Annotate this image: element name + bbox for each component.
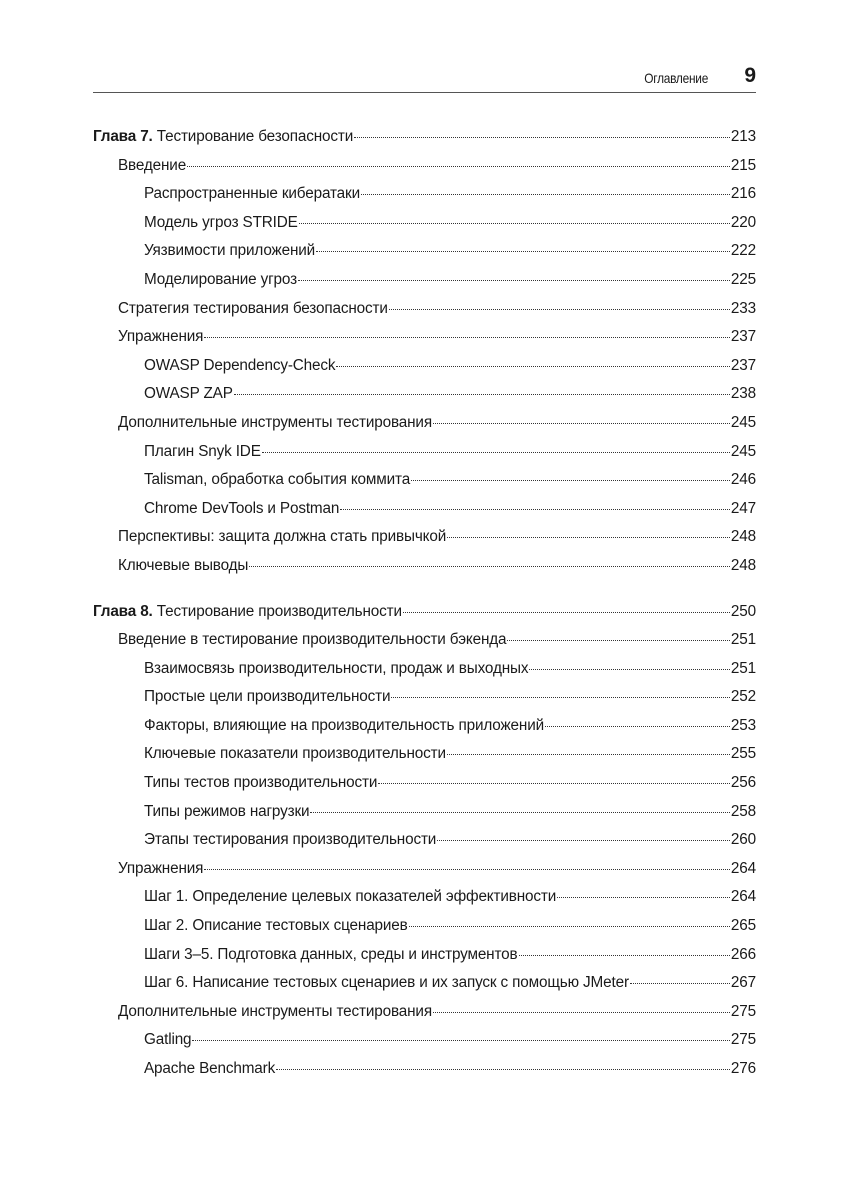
toc-entry[interactable] xyxy=(93,1031,756,1060)
toc-entry-title: Уязвимости приложений xyxy=(144,242,316,260)
page-number: 9 xyxy=(744,64,756,87)
toc-entry-page: 222 xyxy=(730,242,756,260)
toc-entry-title: Взаимосвязь производительности, продаж и выходных xyxy=(144,659,529,677)
dot-leader xyxy=(249,565,730,567)
dot-leader xyxy=(391,696,730,698)
toc-entry-title: Стратегия тестирования безопасности xyxy=(118,299,388,317)
toc-entry[interactable] xyxy=(93,717,756,746)
toc-chapter-entry[interactable] xyxy=(93,128,756,157)
toc-entry-title xyxy=(93,128,353,146)
dot-leader xyxy=(447,536,730,538)
dot-leader xyxy=(403,611,730,613)
toc-entry-page: 238 xyxy=(730,385,756,403)
toc-entry[interactable] xyxy=(93,328,756,357)
toc-entry[interactable] xyxy=(93,688,756,717)
chapter-spacer xyxy=(93,586,756,603)
toc-entry-title: Этапы тестирования производительности xyxy=(144,831,437,849)
toc-entry-page: 267 xyxy=(730,974,756,992)
dot-leader xyxy=(310,811,730,813)
toc-entry[interactable] xyxy=(93,271,756,300)
toc-entry-page: 251 xyxy=(730,631,756,649)
toc-entry-page: 250 xyxy=(730,602,756,620)
dot-leader xyxy=(409,925,730,927)
toc-entry-title: Перспективы: защита должна стать привычкой xyxy=(118,528,447,546)
toc-entry-page: 256 xyxy=(730,774,756,792)
toc-entry-title: Моделирование угроз xyxy=(144,270,297,288)
dot-leader xyxy=(545,725,730,727)
dot-leader xyxy=(557,896,730,898)
toc-entry-title: Шаг 2. Описание тестовых сценариев xyxy=(144,917,408,935)
toc-entry-page: 233 xyxy=(730,299,756,317)
dot-leader xyxy=(433,422,730,424)
toc-entry-page: 246 xyxy=(730,471,756,489)
toc-entry-page: 237 xyxy=(730,328,756,346)
dot-leader xyxy=(340,508,730,510)
toc-entry[interactable] xyxy=(93,300,756,329)
toc-entry-title: OWASP Dependency-Check xyxy=(144,356,336,374)
toc-entry-page: 248 xyxy=(730,556,756,574)
toc-entry[interactable] xyxy=(93,385,756,414)
dot-leader xyxy=(204,336,730,338)
dot-leader xyxy=(299,222,730,224)
toc-entry-page: 213 xyxy=(730,128,756,145)
dot-leader xyxy=(262,451,730,453)
toc-entry-page: 225 xyxy=(730,270,756,288)
running-header-section: Оглавление xyxy=(644,70,708,86)
toc-entry-page: 248 xyxy=(730,528,756,546)
toc-entry-page: 245 xyxy=(730,413,756,431)
toc-entry[interactable] xyxy=(93,357,756,386)
dot-leader xyxy=(298,279,730,281)
toc-entry[interactable] xyxy=(93,745,756,774)
toc-entry-title: Упражнения xyxy=(118,328,204,346)
toc-entry[interactable] xyxy=(93,185,756,214)
dot-leader xyxy=(519,954,730,956)
toc-entry-page: 252 xyxy=(730,688,756,706)
toc-entry[interactable] xyxy=(93,888,756,917)
toc-entry[interactable] xyxy=(93,946,756,975)
toc-entry-page: 275 xyxy=(730,1002,756,1020)
dot-leader xyxy=(204,868,730,870)
toc-entry-title: Простые цели производительности xyxy=(144,688,391,706)
toc-entry[interactable] xyxy=(93,860,756,889)
toc-entry[interactable] xyxy=(93,974,756,1003)
toc-entry[interactable] xyxy=(93,831,756,860)
toc-entry[interactable] xyxy=(93,500,756,529)
toc-entry-page: 266 xyxy=(730,945,756,963)
dot-leader xyxy=(437,839,730,841)
toc-entry-page: 258 xyxy=(730,802,756,820)
toc-entry-title: Шаг 6. Написание тестовых сценариев и их запуск с помощью JMeter xyxy=(144,974,629,992)
toc-entry[interactable] xyxy=(93,471,756,500)
toc-entry-title: Типы тестов производительности xyxy=(144,774,378,792)
toc-entry-page: 216 xyxy=(730,185,756,203)
dot-leader xyxy=(389,308,730,310)
toc-entry-page: 275 xyxy=(730,1031,756,1049)
running-header xyxy=(93,62,756,93)
toc-entry[interactable] xyxy=(93,242,756,271)
toc-entry-page: 265 xyxy=(730,917,756,935)
toc-entry-title: Gatling xyxy=(144,1031,192,1049)
toc-entry-page: 245 xyxy=(730,442,756,460)
toc-entry[interactable] xyxy=(93,557,756,586)
toc-entry-title: Дополнительные инструменты тестирования xyxy=(118,1002,432,1020)
toc-entry-title: Ключевые выводы xyxy=(118,556,249,574)
toc-entry[interactable] xyxy=(93,803,756,832)
toc-entry-page: 264 xyxy=(730,859,756,877)
toc-entry[interactable] xyxy=(93,1003,756,1032)
toc-entry[interactable] xyxy=(93,1060,756,1089)
toc-entry[interactable] xyxy=(93,528,756,557)
dot-leader xyxy=(316,250,730,252)
dot-leader xyxy=(361,193,730,195)
dot-leader xyxy=(447,753,730,755)
dot-leader xyxy=(378,782,730,784)
chapter-label: Глава 7. xyxy=(93,128,153,145)
table-of-contents xyxy=(93,128,756,1089)
toc-entry-title: Плагин Snyk IDE xyxy=(144,442,261,460)
toc-entry-page: 237 xyxy=(730,356,756,374)
toc-entry-title: Введение xyxy=(118,156,187,174)
dot-leader xyxy=(354,136,730,138)
toc-entry[interactable] xyxy=(93,157,756,186)
toc-entry[interactable] xyxy=(93,414,756,443)
toc-entry[interactable] xyxy=(93,631,756,660)
toc-entry[interactable] xyxy=(93,214,756,243)
dot-leader xyxy=(507,639,730,641)
toc-entry-title: OWASP ZAP xyxy=(144,385,233,403)
toc-entry-title: Распространенные кибератаки xyxy=(144,185,360,203)
toc-entry-title: Модель угроз STRIDE xyxy=(144,213,298,231)
toc-entry-page: 253 xyxy=(730,716,756,734)
toc-entry-title xyxy=(93,603,402,621)
toc-entry-page: 220 xyxy=(730,213,756,231)
toc-entry-page: 215 xyxy=(730,156,756,174)
toc-chapter-entry[interactable] xyxy=(93,603,756,632)
toc-entry[interactable] xyxy=(93,443,756,472)
toc-entry-page: 264 xyxy=(730,888,756,906)
dot-leader xyxy=(411,479,730,481)
chapter-title: Тестирование безопасности xyxy=(156,128,354,145)
dot-leader xyxy=(187,165,730,167)
toc-entry-title: Факторы, влияющие на производительность приложений xyxy=(144,716,544,734)
toc-entry[interactable] xyxy=(93,774,756,803)
toc-entry-title: Дополнительные инструменты тестирования xyxy=(118,413,432,431)
toc-entry-page: 260 xyxy=(730,831,756,849)
toc-entry-title: Шаг 1. Определение целевых показателей эффективности xyxy=(144,888,557,906)
dot-leader xyxy=(630,982,730,984)
toc-entry-page: 251 xyxy=(730,659,756,677)
toc-entry-page: 255 xyxy=(730,745,756,763)
dot-leader xyxy=(276,1068,730,1070)
toc-entry-page: 247 xyxy=(730,499,756,517)
toc-entry[interactable] xyxy=(93,660,756,689)
toc-entry-title: Talisman, обработка события коммита xyxy=(144,471,411,489)
dot-leader xyxy=(336,365,730,367)
chapter-label: Глава 8. xyxy=(93,602,153,620)
dot-leader xyxy=(234,393,730,395)
toc-entry-page: 276 xyxy=(730,1060,756,1077)
toc-entry[interactable] xyxy=(93,917,756,946)
dot-leader xyxy=(433,1011,730,1013)
toc-entry-title: Apache Benchmark xyxy=(144,1060,276,1077)
toc-entry-title: Введение в тестирование производительности бэкенда xyxy=(118,631,507,649)
toc-entry-title: Упражнения xyxy=(118,859,204,877)
dot-leader xyxy=(529,668,730,670)
dot-leader xyxy=(192,1039,730,1041)
chapter-title: Тестирование производительности xyxy=(156,602,402,620)
toc-entry-title: Chrome DevTools и Postman xyxy=(144,499,340,517)
toc-entry-title: Типы режимов нагрузки xyxy=(144,802,310,820)
toc-entry-title: Шаги 3–5. Подготовка данных, среды и инструментов xyxy=(144,945,518,963)
toc-entry-title: Ключевые показатели производительности xyxy=(144,745,446,763)
